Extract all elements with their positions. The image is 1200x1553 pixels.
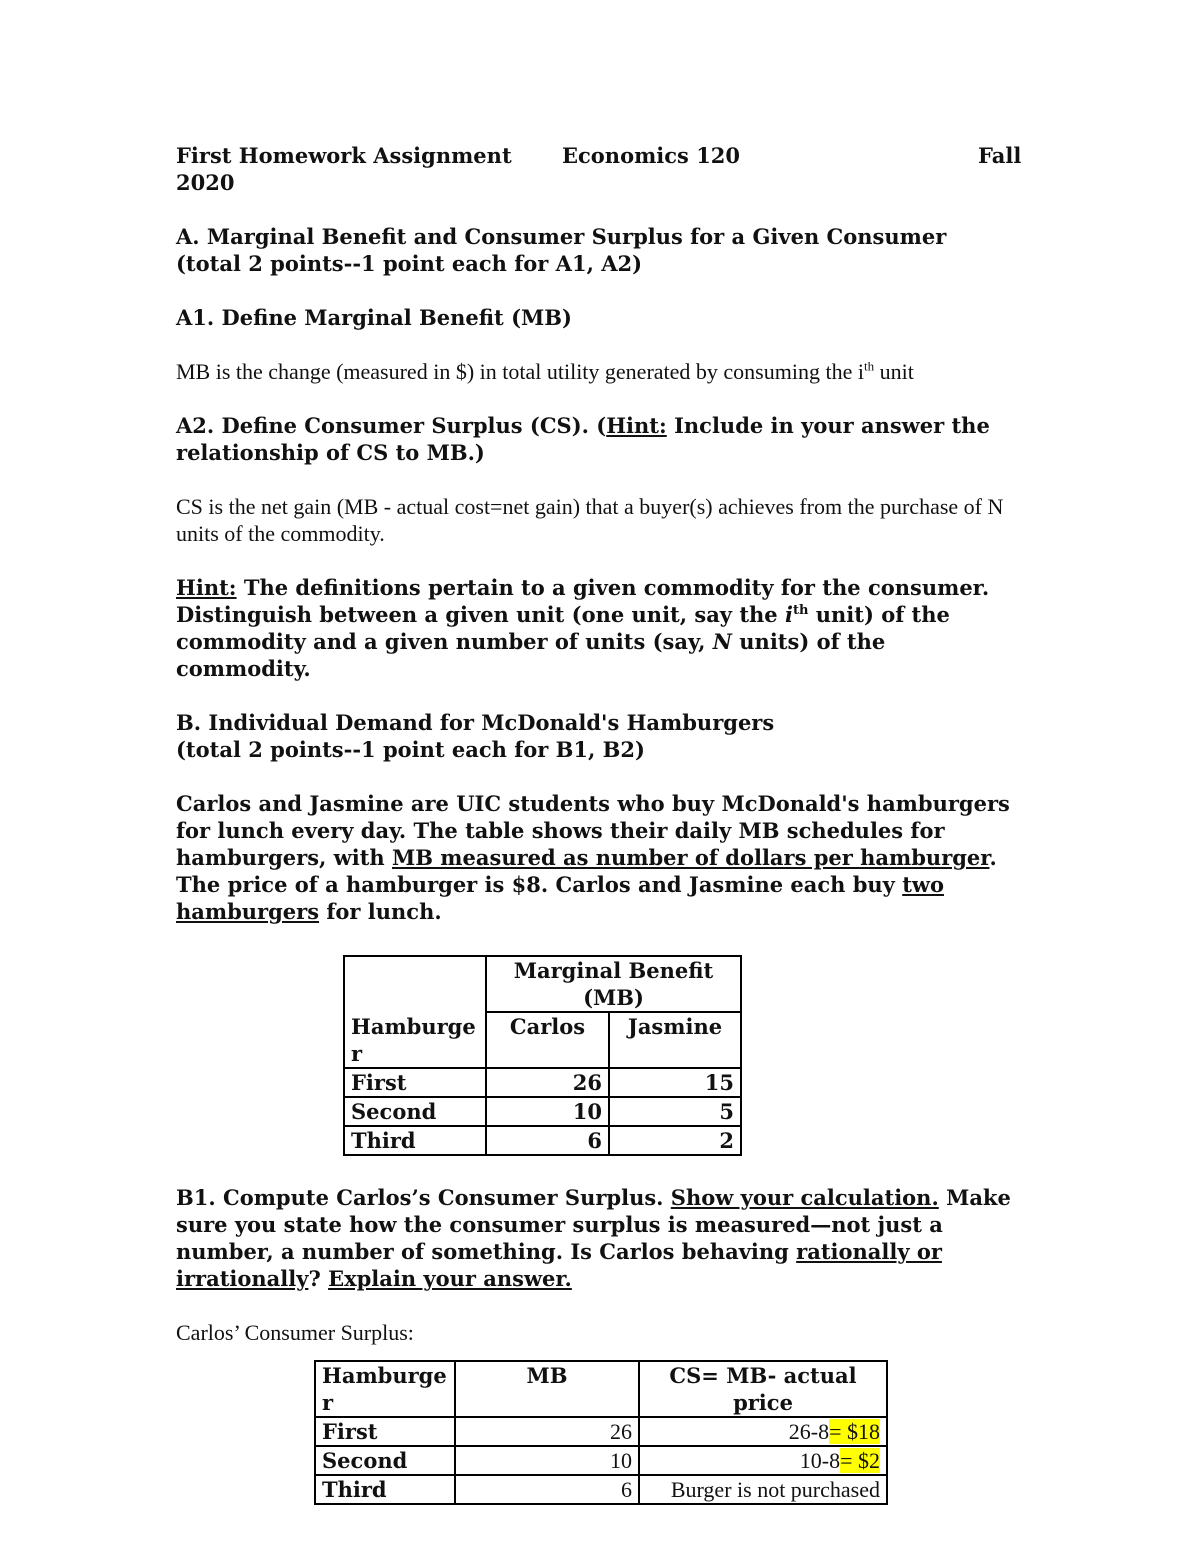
header-year: 2020 — [176, 170, 235, 195]
cs-label: Carlos’ Consumer Surplus: — [176, 1320, 414, 1345]
table-row: Third 6 Burger is not purchased — [315, 1475, 887, 1504]
table-row: Second 10 5 — [344, 1097, 741, 1126]
table-row: First 26 26-8= $18 — [315, 1417, 887, 1446]
answer-a1: MB is the change (measured in $) in total utility generated by consuming the $i^{th}$ unit — [176, 358, 914, 384]
cs-table — [314, 1360, 888, 1505]
section-b-points: (total 2 points--1 point each for B1, B2) — [176, 737, 645, 762]
header-left: First Homework Assignment — [176, 143, 512, 168]
question-a2: A2. Define Consumer Surplus (CS). (Hint: Include in your answer the relationship of CS to MB.) — [176, 413, 990, 465]
cs-table-header-mb: MB — [455, 1361, 639, 1417]
table-row: Second 10 10-8= $2 — [315, 1446, 887, 1475]
section-b-intro: Carlos and Jasmine are UIC students who buy McDonald's hamburgers for lunch every day. The table shows their daily MB schedules for hamburgers, with MB measured as number of dollars per hamburger. The price of a hamburger is $8. Carlos and Jasmine each buy two hamburgers for lunch. — [176, 791, 1010, 924]
table-row: First 26 15 — [344, 1068, 741, 1097]
question-a1: A1. Define Marginal Benefit (MB) — [176, 305, 572, 330]
answer-a2: CS is the net gain (MB - actual cost=net gain) that a buyer(s) achieves from the purchase of N units of the commodity. — [176, 494, 1004, 546]
table-row: Third 6 2 — [344, 1126, 741, 1155]
document-header — [176, 142, 1026, 169]
document-page — [176, 142, 1026, 1505]
cs-table-header-cs: CS= MB- actual price — [639, 1361, 887, 1417]
question-b1: B1. Compute Carlos’s Consumer Surplus. Show your calculation. Make sure you state how the consumer surplus is measured—not just a number, a number of something. Is Carlos behaving rationally or irrationally? Explain your answer. — [176, 1185, 1011, 1291]
cs-table-header-hamburger: Hamburge r — [315, 1361, 455, 1417]
mb-table-col-jasmine: Jasmine — [609, 1012, 741, 1068]
mb-table-row-header: Hamburge r — [344, 956, 486, 1068]
section-a-points: (total 2 points--1 point each for A1, A2) — [176, 251, 643, 276]
section-a-title: A. Marginal Benefit and Consumer Surplus for a Given Consumer — [176, 224, 947, 249]
mb-table — [343, 955, 742, 1156]
mb-table-group-header: Marginal Benefit (MB) — [486, 956, 741, 1012]
mb-table-col-carlos: Carlos — [486, 1012, 609, 1068]
header-right: Fall — [978, 143, 1022, 168]
hint-paragraph: Hint: The definitions pertain to a given commodity for the consumer. Distinguish between a given unit (one unit, say the $i^{th}$ unit) of the commodity and a given number of units (say, N units) of the commodity. — [176, 575, 990, 681]
section-b-title: B. Individual Demand for McDonald's Hamburgers — [176, 710, 775, 735]
header-center: Economics 120 — [562, 143, 741, 168]
